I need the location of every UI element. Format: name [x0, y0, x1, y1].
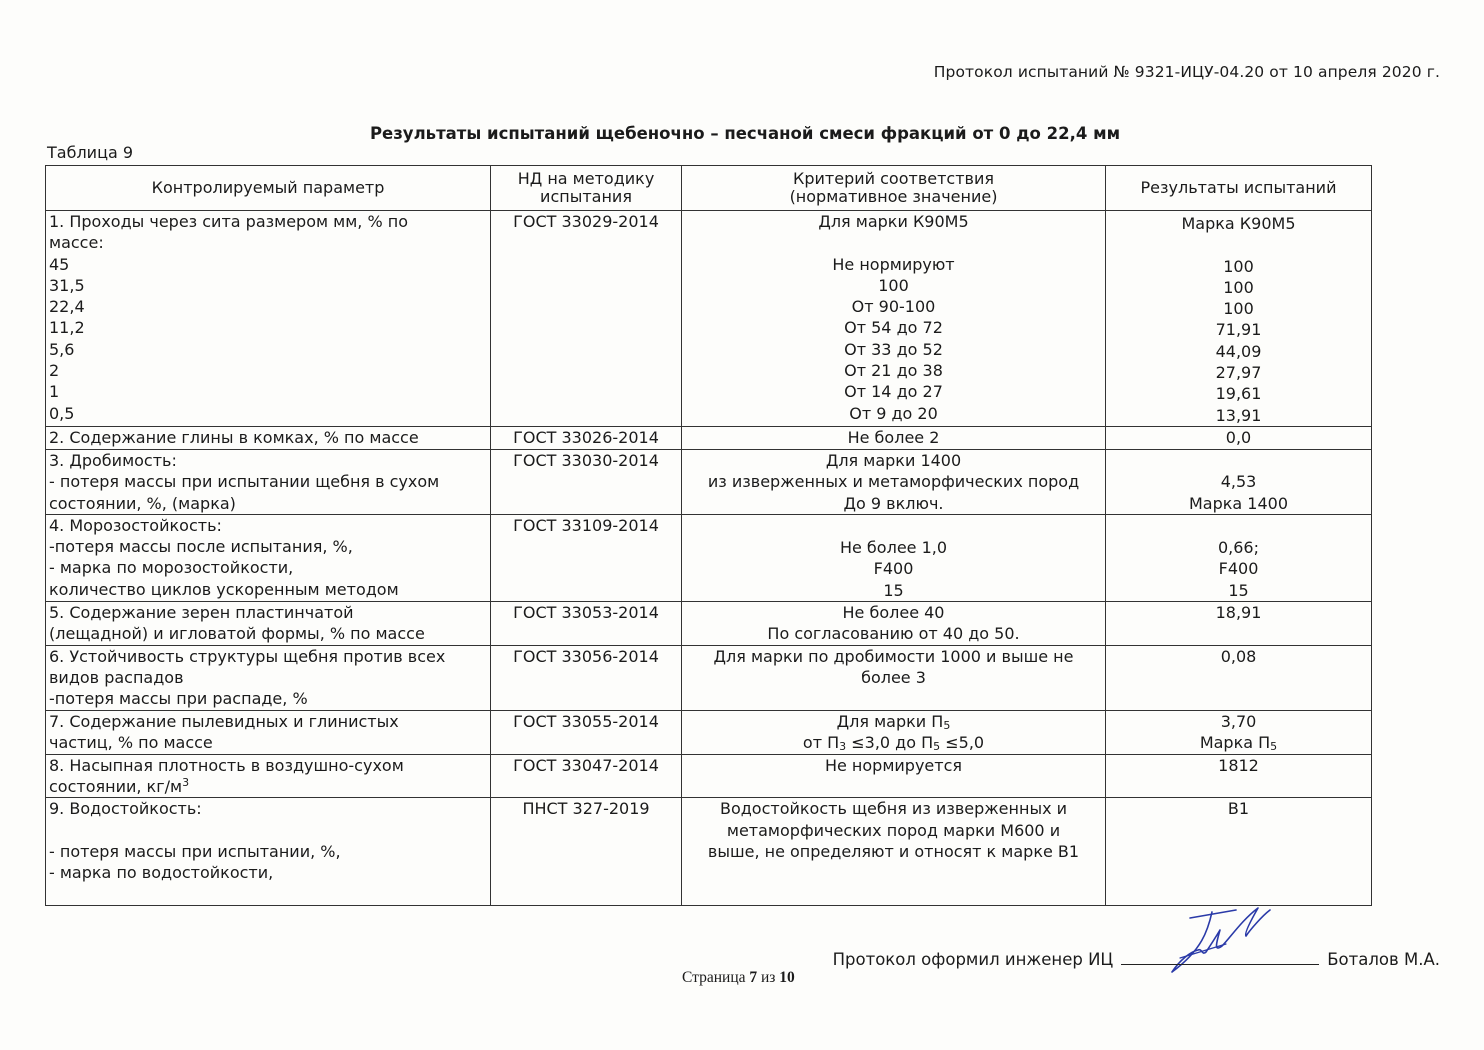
result-cell: 3,70 Марка $П_5$ — [1106, 710, 1372, 754]
table-row — [46, 754, 1372, 798]
protocol-reference: Протокол испытаний № 9321-ИЦУ-04.20 от 10 апреля 2020 г. — [933, 63, 1440, 81]
method-cell: ГОСТ 33030-2014 — [491, 449, 682, 514]
engineer-name: Боталов М.А. — [1327, 950, 1440, 969]
document-title: Результаты испытаний щебеночно – песчаной смеси фракций от 0 до 22,4 мм — [369, 124, 1121, 143]
signature-line — [833, 948, 1440, 969]
page-number: Страница 7 из 10 — [682, 969, 795, 986]
param-cell: 5. Содержание зерен пластинчатой (лещадной) и игловатой формы, % по массе — [46, 601, 491, 645]
param-cell: 6. Устойчивость структуры щебня против всех видов распадов -потеря массы при распаде, % — [46, 645, 491, 710]
col-header-criteria: Критерий соответствия (нормативное значение) — [682, 166, 1106, 211]
table-row — [46, 211, 1372, 427]
results-table — [45, 165, 1372, 906]
method-cell: ГОСТ 33053-2014 — [491, 601, 682, 645]
criteria-cell: Для марки 1400 из изверженных и метаморфических пород До 9 включ. — [682, 449, 1106, 514]
criteria-cell: Не более 1,0 F400 15 — [682, 514, 1106, 601]
table-row — [46, 601, 1372, 645]
criteria-cell: Не более 2 — [682, 426, 1106, 449]
criteria-cell: Не нормируется — [682, 754, 1106, 798]
col-header-parameter: Контролируемый параметр — [46, 166, 491, 211]
result-cell: Марка К90М5 100 100 100 71,91 44,09 27,97 19,61 13,91 — [1106, 211, 1372, 427]
col-header-method: НД на методику испытания — [491, 166, 682, 211]
result-cell: 0,08 — [1106, 645, 1372, 710]
result-cell: В1 — [1106, 798, 1372, 906]
prepared-by-label: Протокол оформил инженер ИЦ — [832, 950, 1114, 969]
param-cell: 9. Водостойкость: - потеря массы при испытании, %, - марка по водостойкости, — [46, 798, 491, 906]
param-cell: 2. Содержание глины в комках, % по массе — [46, 426, 491, 449]
table-caption: Таблица 9 — [47, 143, 134, 162]
table-header-row — [46, 166, 1372, 211]
result-cell: 0,0 — [1106, 426, 1372, 449]
table-row — [46, 798, 1372, 906]
method-cell: ГОСТ 33109-2014 — [491, 514, 682, 601]
col-header-results: Результаты испытаний — [1106, 166, 1372, 211]
result-cell: 1812 — [1106, 754, 1372, 798]
result-cell: 0,66; F400 15 — [1106, 514, 1372, 601]
method-cell: ГОСТ 33047-2014 — [491, 754, 682, 798]
result-cell: 18,91 — [1106, 601, 1372, 645]
criteria-cell: Для марки $П_5$ от $П_3 \le 3,0$ до $П_5 \le 5,0$ — [682, 710, 1106, 754]
param-cell: 4. Морозостойкость: -потеря массы после испытания, %, - марка по морозостойкости, количество циклов ускоренным методом — [46, 514, 491, 601]
criteria-cell: Для марки К90М5 Не нормируют 100 От 90-100 От 54 до 72 От 33 до 52 От 21 до 38 От 14 до 27 От 9 до 20 — [682, 211, 1106, 427]
method-cell: ГОСТ 33055-2014 — [491, 710, 682, 754]
method-cell: ГОСТ 33056-2014 — [491, 645, 682, 710]
table-row — [46, 514, 1372, 601]
signature-underline — [1121, 948, 1319, 965]
result-cell: 4,53 Марка 1400 — [1106, 449, 1372, 514]
method-cell: ПНСТ 327-2019 — [491, 798, 682, 906]
criteria-cell: Водостойкость щебня из изверженных и метаморфических пород марки М600 и выше, не определяют и относят к марке В1 — [682, 798, 1106, 906]
table-row — [46, 426, 1372, 449]
param-cell: 3. Дробимость: - потеря массы при испытании щебня в сухом состоянии, %, (марка) — [46, 449, 491, 514]
param-cell: 1. Проходы через сита размером мм, % по массе: 45 31,5 22,4 11,2 5,6 2 1 0,5 — [46, 211, 491, 427]
method-cell: ГОСТ 33029-2014 — [491, 211, 682, 427]
table-row — [46, 449, 1372, 514]
table-row — [46, 710, 1372, 754]
criteria-cell: Не более 40 По согласованию от 40 до 50. — [682, 601, 1106, 645]
table-row — [46, 645, 1372, 710]
param-cell: 8. Насыпная плотность в воздушно-сухом состоянии, $кг/м^3$ — [46, 754, 491, 798]
criteria-cell: Для марки по дробимости 1000 и выше не более 3 — [682, 645, 1106, 710]
method-cell: ГОСТ 33026-2014 — [491, 426, 682, 449]
param-cell: 7. Содержание пылевидных и глинистых частиц, % по массе — [46, 710, 491, 754]
